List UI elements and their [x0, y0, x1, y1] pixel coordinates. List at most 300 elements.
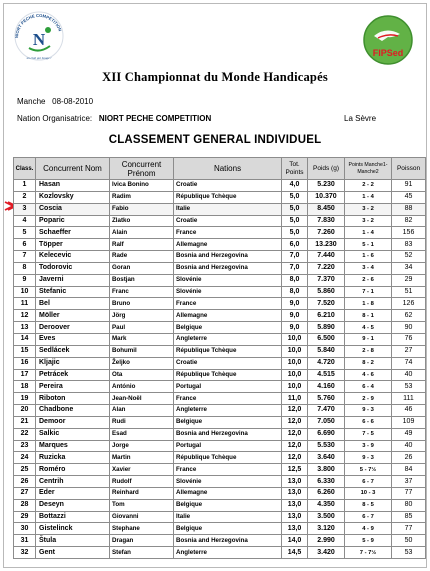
cell-nation: France	[174, 464, 282, 476]
cell-poids: 5.890	[308, 322, 345, 334]
cell-points: 10,0	[282, 333, 308, 345]
cell-points: 10,0	[282, 345, 308, 357]
cell-prenom: Reinhard	[110, 487, 174, 499]
table-row	[14, 440, 426, 452]
cell-nom: Centrih	[36, 476, 110, 488]
cell-manche: 5 - 7½	[345, 464, 392, 476]
cell-nom: Möller	[36, 310, 110, 322]
cell-nation: Portugal	[174, 381, 282, 393]
cell-poids: 5.760	[308, 393, 345, 405]
cell-poids: 2.990	[308, 535, 345, 547]
logo-left-text: NIORT PECHE COMPETITION	[13, 12, 63, 39]
cell-nom: Coscia	[36, 203, 110, 215]
cell-poids: 7.830	[308, 215, 345, 227]
cell-manche: 1 - 8	[345, 298, 392, 310]
cell-poids: 6.260	[308, 487, 345, 499]
cell-poids: 7.440	[308, 251, 345, 263]
cell-prenom: Stephane	[110, 523, 174, 535]
cell-nom: Eves	[36, 333, 110, 345]
cell-poids: 8.450	[308, 203, 345, 215]
cell-poisson: 37	[392, 476, 426, 488]
cell-points: 14,0	[282, 535, 308, 547]
cell-nom: Bottazzi	[36, 511, 110, 523]
cell-rank: 7	[14, 251, 36, 263]
cell-manche: 2 - 2	[345, 180, 392, 192]
cell-poisson: 40	[392, 369, 426, 381]
cell-manche: 1 - 4	[345, 191, 392, 203]
cell-prenom: Bostjan	[110, 274, 174, 286]
results-table	[13, 157, 426, 559]
cell-nom: Pereira	[36, 381, 110, 393]
table-row	[14, 274, 426, 286]
cell-rank: 4	[14, 215, 36, 227]
cell-points: 7,0	[282, 251, 308, 263]
cell-points: 5,0	[282, 191, 308, 203]
cell-points: 4,0	[282, 180, 308, 192]
cell-nation: Croatie	[174, 357, 282, 369]
table-row	[14, 369, 426, 381]
table-row	[14, 416, 426, 428]
cell-nom: Bel	[36, 298, 110, 310]
cell-manche: 7 - 1	[345, 286, 392, 298]
cell-prenom: Giovanni	[110, 511, 174, 523]
cell-nom: Gent	[36, 547, 110, 559]
cell-poids: 7.260	[308, 227, 345, 239]
cell-prenom: Rade	[110, 251, 174, 263]
cell-poisson: 77	[392, 487, 426, 499]
cell-poids: 7.050	[308, 416, 345, 428]
cell-prenom: António	[110, 381, 174, 393]
cell-poisson: 88	[392, 203, 426, 215]
cell-prenom: Esad	[110, 428, 174, 440]
cell-rank: 11	[14, 298, 36, 310]
cell-points: 8,0	[282, 286, 308, 298]
cell-rank: 1	[14, 180, 36, 192]
cell-rank: 10	[14, 286, 36, 298]
cell-points: 7,0	[282, 262, 308, 274]
cell-poisson: 126	[392, 298, 426, 310]
cell-nom: Ruzicka	[36, 452, 110, 464]
cell-points: 9,0	[282, 298, 308, 310]
cell-poids: 7.220	[308, 262, 345, 274]
cell-prenom: Franc	[110, 286, 174, 298]
cell-points: 5,0	[282, 215, 308, 227]
cell-poids: 7.520	[308, 298, 345, 310]
table-row	[14, 227, 426, 239]
cell-poisson: 51	[392, 286, 426, 298]
cell-points: 13,0	[282, 499, 308, 511]
cell-nation: Angleterre	[174, 405, 282, 417]
table-row	[14, 511, 426, 523]
cell-prenom: Alan	[110, 405, 174, 417]
cell-points: 14,5	[282, 547, 308, 559]
cell-poisson: 50	[392, 535, 426, 547]
table-row	[14, 215, 426, 227]
cell-nom: Stefanic	[36, 286, 110, 298]
cell-poids: 10.370	[308, 191, 345, 203]
page-title: XII Championnat du Monde Handicapés	[102, 70, 328, 84]
cell-rank: 2	[14, 191, 36, 203]
cell-poisson: 85	[392, 511, 426, 523]
table-row	[14, 180, 426, 192]
cell-rank: 13	[14, 322, 36, 334]
organisatrice-value: NIORT PECHE COMPETITION	[98, 114, 212, 123]
cell-poids: 5.860	[308, 286, 345, 298]
cell-nom: Marques	[36, 440, 110, 452]
cell-points: 9,0	[282, 322, 308, 334]
cell-nation: Allemagne	[174, 487, 282, 499]
cell-rank: 6	[14, 239, 36, 251]
organisatrice-line	[17, 114, 211, 123]
cell-nation: Italie	[174, 203, 282, 215]
cell-points: 5,0	[282, 203, 308, 215]
cell-points: 10,0	[282, 381, 308, 393]
cell-nation: France	[174, 227, 282, 239]
table-row	[14, 476, 426, 488]
cell-poids: 5.840	[308, 345, 345, 357]
cell-prenom: Alain	[110, 227, 174, 239]
header-nations: Nations	[174, 158, 282, 180]
header-poids: Poids (g)	[308, 158, 345, 180]
cell-manche: 9 - 3	[345, 452, 392, 464]
cell-poids: 13.230	[308, 239, 345, 251]
table-row	[14, 333, 426, 345]
cell-poids: 7.370	[308, 274, 345, 286]
cell-nom: Eder	[36, 487, 110, 499]
cell-rank: 15	[14, 345, 36, 357]
cell-manche: 9 - 1	[345, 333, 392, 345]
cell-points: 13,0	[282, 523, 308, 535]
cell-nom: Hasan	[36, 180, 110, 192]
table-row	[14, 203, 426, 215]
cell-prenom: Željko	[110, 357, 174, 369]
cell-manche: 2 - 8	[345, 345, 392, 357]
cell-rank: 20	[14, 405, 36, 417]
cell-poisson: 34	[392, 262, 426, 274]
cell-manche: 4 - 5	[345, 322, 392, 334]
table-row	[14, 393, 426, 405]
cell-prenom: Jörg	[110, 310, 174, 322]
cell-manche: 6 - 7	[345, 476, 392, 488]
cell-manche: 8 - 1	[345, 310, 392, 322]
cell-poids: 6.690	[308, 428, 345, 440]
cell-nom: Poparic	[36, 215, 110, 227]
cell-poids: 4.160	[308, 381, 345, 393]
cell-nation: Croatie	[174, 180, 282, 192]
cell-poisson: 109	[392, 416, 426, 428]
cell-nom: Schaeffer	[36, 227, 110, 239]
cell-manche: 8 - 2	[345, 357, 392, 369]
table-row	[14, 547, 426, 559]
cell-poids: 3.420	[308, 547, 345, 559]
cell-rank: 23	[14, 440, 36, 452]
cell-manche: 10 - 3	[345, 487, 392, 499]
table-row	[14, 487, 426, 499]
table-row	[14, 251, 426, 263]
cell-nation: République Tchèque	[174, 452, 282, 464]
cell-rank: 17	[14, 369, 36, 381]
cell-prenom: Xavier	[110, 464, 174, 476]
cell-poisson: 52	[392, 251, 426, 263]
cell-poids: 4.350	[308, 499, 345, 511]
cell-nation: Allemagne	[174, 239, 282, 251]
cell-nation: France	[174, 298, 282, 310]
cell-nation: Belgique	[174, 523, 282, 535]
table-row	[14, 262, 426, 274]
cell-nation: Belgique	[174, 499, 282, 511]
cell-rank: 18	[14, 381, 36, 393]
cell-nom: Kelecevic	[36, 251, 110, 263]
table-row	[14, 452, 426, 464]
cell-prenom: Mark	[110, 333, 174, 345]
table-row	[14, 523, 426, 535]
cell-rank: 31	[14, 535, 36, 547]
cell-rank: 21	[14, 416, 36, 428]
table-row	[14, 239, 426, 251]
logo-left-slogan: un club qui bouge !	[26, 56, 52, 60]
cell-nation: République Tchèque	[174, 369, 282, 381]
cell-manche: 8 - 5	[345, 499, 392, 511]
cell-nation: République Tchèque	[174, 191, 282, 203]
cell-prenom: Stefan	[110, 547, 174, 559]
cell-prenom: Tom	[110, 499, 174, 511]
cell-poids: 6.330	[308, 476, 345, 488]
table-row	[14, 464, 426, 476]
cell-prenom: Ivica Bonino	[110, 180, 174, 192]
cell-poisson: 156	[392, 227, 426, 239]
cell-points: 10,0	[282, 369, 308, 381]
cell-manche: 5 - 1	[345, 239, 392, 251]
table-row	[14, 405, 426, 417]
cell-prenom: Paul	[110, 322, 174, 334]
cell-nom: Salkic	[36, 428, 110, 440]
table-row	[14, 535, 426, 547]
cell-points: 12,0	[282, 416, 308, 428]
header-prenom: Concurrent Prénom	[110, 158, 174, 180]
table-row	[14, 310, 426, 322]
cell-poisson: 29	[392, 274, 426, 286]
cell-rank: 9	[14, 274, 36, 286]
svg-text:N: N	[32, 30, 46, 49]
cell-nom: Kljajic	[36, 357, 110, 369]
cell-manche: 7 - 7½	[345, 547, 392, 559]
cell-rank: 16	[14, 357, 36, 369]
cell-nation: Angleterre	[174, 547, 282, 559]
cell-nation: Belgique	[174, 416, 282, 428]
cell-nom: Deroover	[36, 322, 110, 334]
cell-points: 12,5	[282, 464, 308, 476]
cell-points: 5,0	[282, 227, 308, 239]
cell-poisson: 40	[392, 440, 426, 452]
table-row	[14, 298, 426, 310]
header-class: Class.	[14, 158, 36, 180]
cell-rank: 8	[14, 262, 36, 274]
manche-line	[17, 97, 93, 106]
cell-manche: 1 - 4	[345, 227, 392, 239]
cell-manche: 4 - 6	[345, 369, 392, 381]
header-points: Tot. Points	[282, 158, 308, 180]
cell-points: 11,0	[282, 393, 308, 405]
cell-poisson: 83	[392, 239, 426, 251]
cell-prenom: Ralf	[110, 239, 174, 251]
cell-nom: Sedlácek	[36, 345, 110, 357]
cell-points: 12,0	[282, 452, 308, 464]
organisatrice-label: Nation Organisatrice:	[17, 114, 93, 123]
cell-poisson: 53	[392, 381, 426, 393]
table-row	[14, 191, 426, 203]
cell-points: 13,0	[282, 476, 308, 488]
cell-poids: 3.500	[308, 511, 345, 523]
cell-poids: 3.120	[308, 523, 345, 535]
cell-rank: 19	[14, 393, 36, 405]
cell-nom: Demoor	[36, 416, 110, 428]
cell-poisson: 27	[392, 345, 426, 357]
cell-poisson: 80	[392, 499, 426, 511]
cell-rank: 28	[14, 499, 36, 511]
cell-prenom: Jean-Noël	[110, 393, 174, 405]
cell-poids: 4.515	[308, 369, 345, 381]
cell-nation: France	[174, 393, 282, 405]
cell-points: 12,0	[282, 440, 308, 452]
cell-rank: 24	[14, 452, 36, 464]
cell-rank: 27	[14, 487, 36, 499]
cell-manche: 6 - 7	[345, 511, 392, 523]
cell-nation: République Tchèque	[174, 345, 282, 357]
table-row	[14, 345, 426, 357]
cell-prenom: Dragan	[110, 535, 174, 547]
cell-manche: 5 - 9	[345, 535, 392, 547]
table-header-row	[14, 158, 426, 180]
cell-nom: Gistelinck	[36, 523, 110, 535]
cell-poisson: 90	[392, 322, 426, 334]
cell-prenom: Rudi	[110, 416, 174, 428]
cell-prenom: Bruno	[110, 298, 174, 310]
cell-nom: Javerni	[36, 274, 110, 286]
cell-poids: 5.530	[308, 440, 345, 452]
cell-rank: 22	[14, 428, 36, 440]
cell-nation: Bosnia and Herzegovina	[174, 251, 282, 263]
table-row	[14, 322, 426, 334]
cell-manche: 3 - 2	[345, 203, 392, 215]
cell-prenom: Radim	[110, 191, 174, 203]
cell-poisson: 111	[392, 393, 426, 405]
cell-manche: 3 - 9	[345, 440, 392, 452]
cell-poisson: 76	[392, 333, 426, 345]
cell-points: 12,0	[282, 405, 308, 417]
cell-nom: Todorovic	[36, 262, 110, 274]
header-nom: Concurrent Nom	[36, 158, 110, 180]
cell-prenom: Ota	[110, 369, 174, 381]
cell-poisson: 49	[392, 428, 426, 440]
logo-right-text: FIPSed	[372, 48, 404, 58]
header-manche: Points Manche1-Manche2	[345, 158, 392, 180]
cell-points: 13,0	[282, 511, 308, 523]
cell-manche: 2 - 6	[345, 274, 392, 286]
cell-points: 8,0	[282, 274, 308, 286]
cell-rank: 3	[14, 203, 36, 215]
subtitle: CLASSEMENT GENERAL INDIVIDUEL	[108, 134, 322, 146]
cell-poids: 3.800	[308, 464, 345, 476]
cell-poids: 4.720	[308, 357, 345, 369]
cell-nation: Bosnia and Herzegovina	[174, 428, 282, 440]
cell-points: 13,0	[282, 487, 308, 499]
cell-prenom: Bohumil	[110, 345, 174, 357]
cell-nation: Bosnia and Herzegovina	[174, 262, 282, 274]
manche-label: Manche	[17, 97, 46, 106]
cell-nom: Roméro	[36, 464, 110, 476]
cell-nation: Belgique	[174, 322, 282, 334]
cell-prenom: Zlatko	[110, 215, 174, 227]
cell-poisson: 74	[392, 357, 426, 369]
cell-manche: 9 - 3	[345, 405, 392, 417]
cell-rank: 25	[14, 464, 36, 476]
cell-rank: 14	[14, 333, 36, 345]
cell-nom: Riboton	[36, 393, 110, 405]
cell-poisson: 62	[392, 310, 426, 322]
cell-rank: 5	[14, 227, 36, 239]
cell-manche: 6 - 6	[345, 416, 392, 428]
cell-poisson: 26	[392, 452, 426, 464]
cell-points: 12,0	[282, 428, 308, 440]
niort-peche-competition-logo	[10, 8, 68, 62]
cell-poids: 7.470	[308, 405, 345, 417]
cell-manche: 6 - 4	[345, 381, 392, 393]
cell-nation: Bosnia and Herzegovina	[174, 535, 282, 547]
cell-poids: 6.500	[308, 333, 345, 345]
cell-nom: Štula	[36, 535, 110, 547]
cell-prenom: Goran	[110, 262, 174, 274]
cell-manche: 3 - 4	[345, 262, 392, 274]
cell-poids: 6.210	[308, 310, 345, 322]
cell-nation: Allemagne	[174, 310, 282, 322]
cell-nation: Angleterre	[174, 333, 282, 345]
cell-poids: 5.230	[308, 180, 345, 192]
cell-rank: 29	[14, 511, 36, 523]
cell-poids: 3.640	[308, 452, 345, 464]
cell-nation: Slovénie	[174, 286, 282, 298]
cell-manche: 2 - 9	[345, 393, 392, 405]
cell-poisson: 53	[392, 547, 426, 559]
cell-poisson: 45	[392, 191, 426, 203]
cell-prenom: Fabio	[110, 203, 174, 215]
cell-nom: Chadbone	[36, 405, 110, 417]
cell-nation: Portugal	[174, 440, 282, 452]
fipsed-logo	[362, 14, 414, 66]
cell-rank: 32	[14, 547, 36, 559]
cell-nation: Slovénie	[174, 274, 282, 286]
cell-poisson: 84	[392, 464, 426, 476]
table-row	[14, 286, 426, 298]
cell-nom: Kozlovsky	[36, 191, 110, 203]
cell-rank: 12	[14, 310, 36, 322]
cell-nation: Italie	[174, 511, 282, 523]
document-page	[3, 3, 427, 568]
cell-poisson: 82	[392, 215, 426, 227]
table-row	[14, 381, 426, 393]
cell-nom: Töpper	[36, 239, 110, 251]
cell-manche: 1 - 6	[345, 251, 392, 263]
header-poisson: Poisson	[392, 158, 426, 180]
cell-manche: 3 - 2	[345, 215, 392, 227]
cell-prenom: Rudolf	[110, 476, 174, 488]
table-row	[14, 357, 426, 369]
cell-poisson: 46	[392, 405, 426, 417]
cell-prenom: Jorge	[110, 440, 174, 452]
table-row	[14, 428, 426, 440]
cell-manche: 7 - 5	[345, 428, 392, 440]
cell-points: 10,0	[282, 357, 308, 369]
manche-date: 08-08-2010	[52, 97, 94, 106]
